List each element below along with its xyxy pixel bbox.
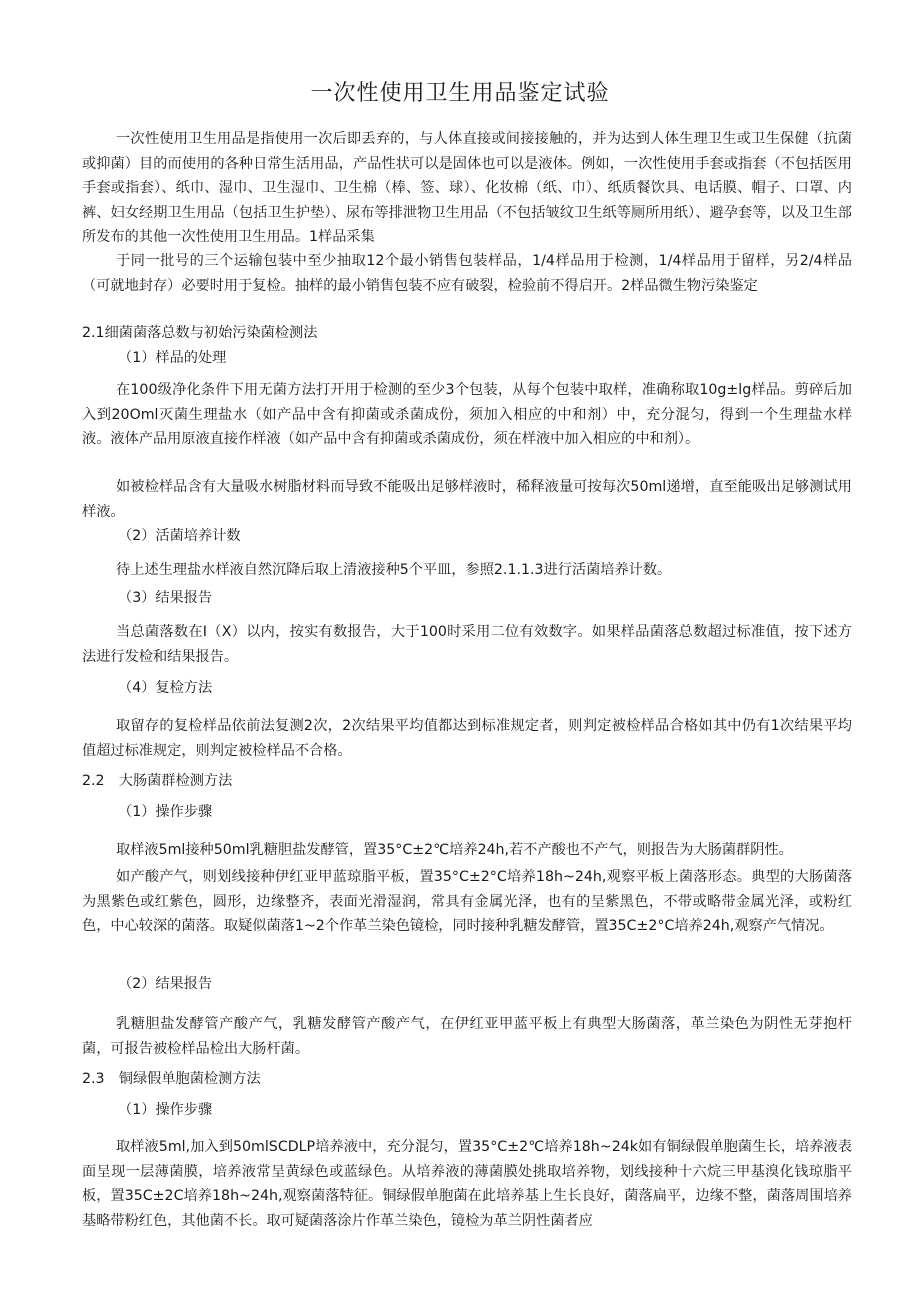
sampling-paragraph: 于同一批号的三个运输包装中至少抽取12个最小销售包装样品，1/4样品用于检测，1/4样品用于留样，另2/4样品（可就地封存）必要时用于复检。抽样的最小销售包装不应有破裂，检验前不得启开。2样品微生物污染鉴定 <box>82 253 852 294</box>
sample-prep-paragraph: 在100级净化条件下用无菌方法打开用于检测的至少3个包装，从每个包装中取样，准确称取10g±lg样品。剪碎后加入到20Oml灭菌生理盐水（如产品中含有抑菌或杀菌成份，须加入相应的中和剂）中，充分混匀，得到一个生理盐水样液。液体产品用原液直接作样液（如产品中含有抑菌或杀菌成份，须在样液中加入相应的中和剂）。 <box>82 382 852 447</box>
subsection-heading: （1）样品的处理 <box>118 350 227 366</box>
section-heading-2-1: 2.1细菌菌落总数与初始污染菌检测法 <box>82 325 318 341</box>
coliform-step-paragraph: 取样液5ml接种50ml乳糖胆盐发酵管，置35°C±2℃培养24h,若不产酸也不产气，则报告为大肠菌群阴性。 <box>116 842 793 858</box>
coliform-detail-paragraph: 如产酸产气，则划线接种伊红亚甲蓝琼脂平板，置35°C±2°C培养18h~24h,观察平板上菌落形态。典型的大肠菌落为黑紫色或红紫色，圆形，边缘整齐，表面光滑湿润，常具有金属光泽，也有的呈紫黑色，不带或略带金属光泽，或粉红色，中心较深的菌落。取疑似菌落1~2个作革兰染色镜检，同时接种乳糖发酵管，置35C±2°C培养24h,观察产气情况。 <box>82 869 852 934</box>
subsection-heading: （4）复检方法 <box>118 680 213 696</box>
document-title: 一次性使用卫生用品鉴定试验 <box>310 81 610 106</box>
recheck-paragraph: 取留存的复检样品依前法复测2次，2次结果平均值都达到标准规定者，则判定被检样品合格如其中仍有1次结果平均值超过标准规定，则判定被检样品不合格。 <box>82 718 852 759</box>
culture-paragraph: 待上述生理盐水样液自然沉降后取上清液接种5个平皿，参照2.1.1.3进行活菌培养计数。 <box>116 562 672 578</box>
intro-paragraph: 一次性使用卫生用品是指使用一次后即丢弃的，与人体直接或间接接触的，并为达到人体生理卫生或卫生保健（抗菌或抑菌）目的而使用的各种日常生活用品，产品性状可以是固体也可以是液体。例如，一次性使用手套或指套（不包括医用手套或指套）、纸巾、湿巾、卫生湿巾、卫生棉（棒、签、球）、化妆棉（纸、巾）、纸质餐饮具、电话膜、帽子、口罩、内裤、妇女经期卫生用品（包括卫生护垫）、尿布等排泄物卫生用品（不包括皱纹卫生纸等厕所用纸）、避孕套等，以及卫生部所发布的其他一次性使用卫生用品。1样品采集 <box>82 131 852 245</box>
subsection-heading: （1）操作步骤 <box>118 804 213 820</box>
subsection-heading: （2）活菌培养计数 <box>118 528 241 544</box>
subsection-heading: （3）结果报告 <box>118 590 213 606</box>
subsection-heading: （2）结果报告 <box>118 976 213 992</box>
pseudomonas-paragraph: 取样液5ml,加入到50mlSCDLP培养液中，充分混匀，置35°C±2℃培养18h~24k如有铜绿假单胞菌生长，培养液表面呈现一层薄菌膜，培养液常呈黄绿色或蓝绿色。从培养液的薄菌膜处挑取培养物，划线接种十六烷三甲基溴化钱琼脂平板，置35C±2C培养18h~24h,观察菌落特征。铜绿假单胞菌在此培养基上生长良好，菌落扁平，边缘不整，菌落周围培养基略带粉红色，其他菌不长。取可疑菌落涂片作革兰染色，镜检为革兰阴性菌者应 <box>82 1139 852 1229</box>
section-heading-2-2: 2.2 大肠菌群检测方法 <box>82 773 233 789</box>
report-paragraph: 当总菌落数在I（X）以内，按实有数报告，大于100时采用二位有效数字。如果样品菌落总数超过标准值，按下述方法进行发检和结果报告。 <box>82 624 852 665</box>
section-heading-2-3: 2.3 铜绿假单胞菌检测方法 <box>82 1071 261 1087</box>
dilution-paragraph: 如被检样品含有大量吸水树脂材料而导致不能吸出足够样液时，稀释液量可按每次50ml递增，直至能吸出足够测试用样液。 <box>82 479 852 520</box>
subsection-heading: （1）操作步骤 <box>118 1102 213 1118</box>
coliform-report-paragraph: 乳糖胆盐发酵管产酸产气，乳糖发酵管产酸产气，在伊红亚甲蓝平板上有典型大肠菌落，革兰染色为阴性无芽抱杆菌，可报告被检样品检出大肠杆菌。 <box>82 1016 852 1057</box>
